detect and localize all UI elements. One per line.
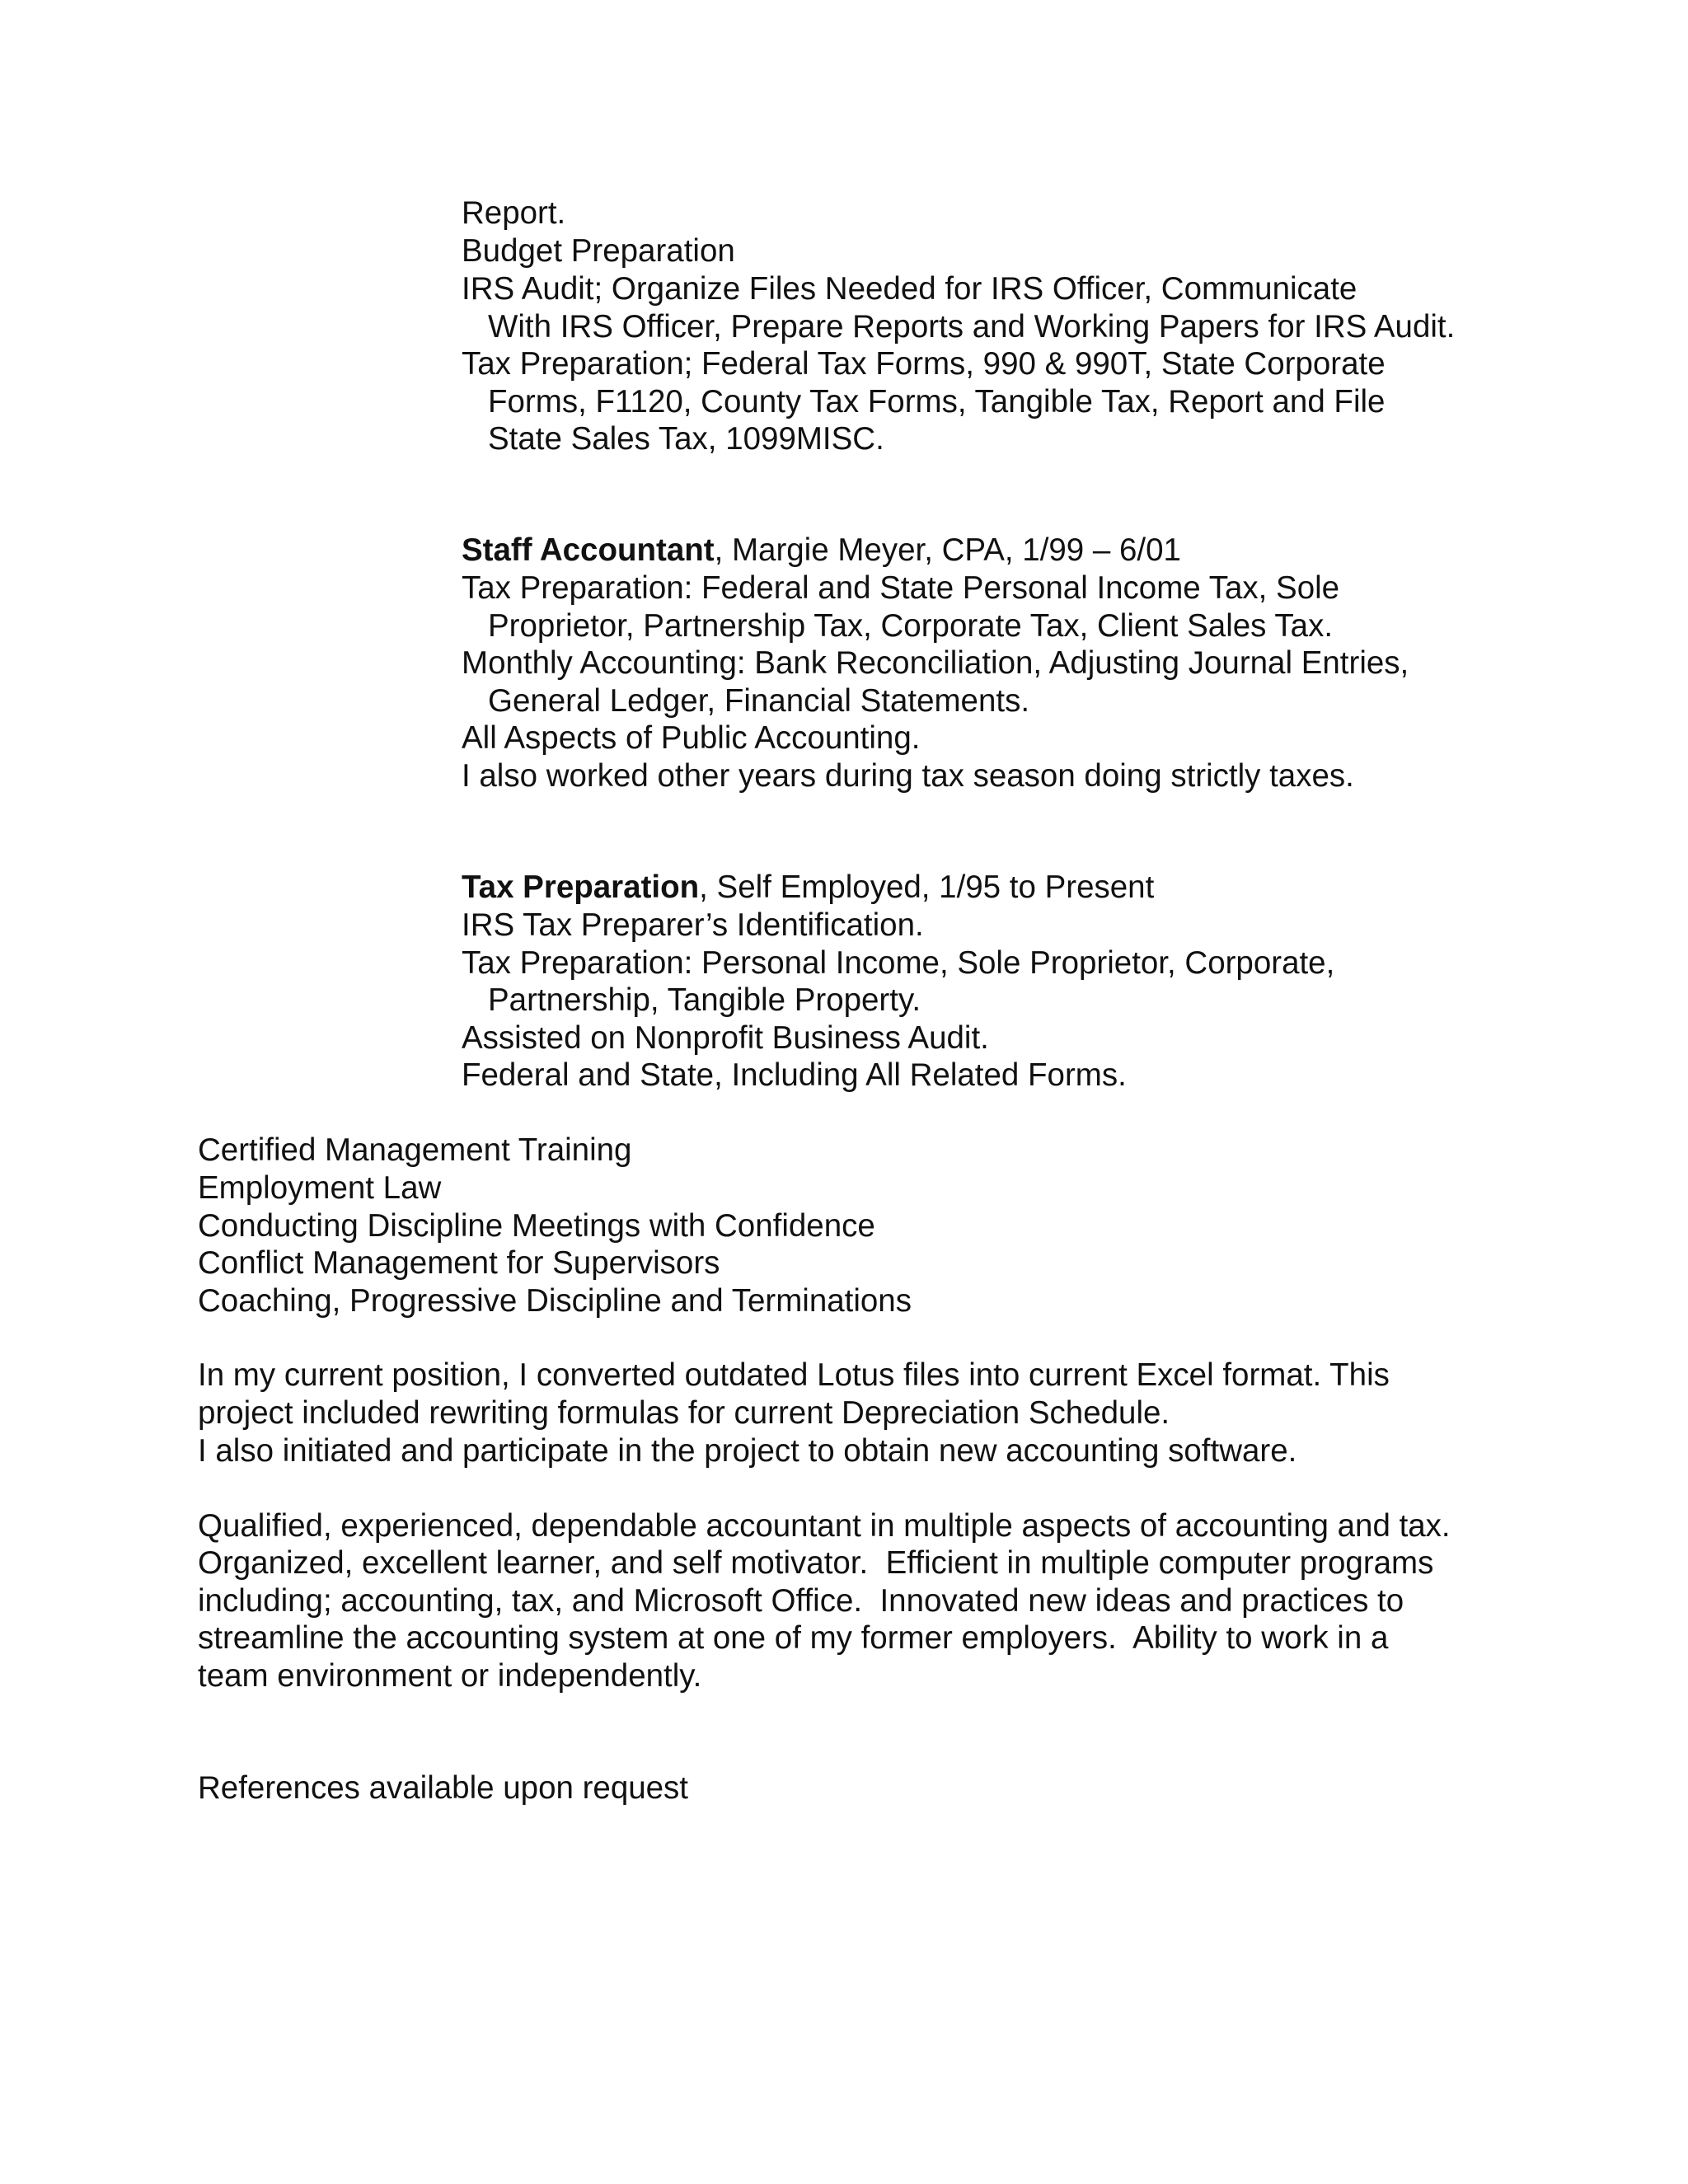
job-title: Tax Preparation <box>462 869 700 905</box>
duty-line: Partnership, Tangible Property. <box>488 982 921 1018</box>
duty-line: General Ledger, Financial Statements. <box>488 683 1030 719</box>
summary-line: team environment or independently. <box>198 1658 702 1694</box>
duty-line: Proprietor, Partnership Tax, Corporate Tax, Client Sales Tax. <box>488 608 1334 644</box>
summary-line: Organized, excellent learner, and self motivator. Efficient in multiple computer programs <box>198 1545 1434 1581</box>
training-item: Certified Management Training <box>198 1132 632 1168</box>
projects-line: I also initiated and participate in the project to obtain new accounting software. <box>198 1433 1297 1469</box>
references-note: References available upon request <box>198 1770 689 1806</box>
duty-line: Tax Preparation: Personal Income, Sole Proprietor, Corporate, <box>462 945 1335 981</box>
duty-line: With IRS Officer, Prepare Reports and Working Papers for IRS Audit. <box>488 309 1456 344</box>
duty-line: Federal and State, Including All Related Forms. <box>462 1057 1127 1093</box>
job-title: Staff Accountant <box>462 532 715 568</box>
duty-line: Tax Preparation; Federal Tax Forms, 990 & 990T, State Corporate <box>462 346 1386 382</box>
duty-line: All Aspects of Public Accounting. <box>462 720 921 756</box>
duty-line: Forms, F1120, County Tax Forms, Tangible Tax, Report and File <box>488 384 1386 419</box>
training-item: Conflict Management for Supervisors <box>198 1245 720 1281</box>
duty-line: Assisted on Nonprofit Business Audit. <box>462 1020 989 1056</box>
duty-line: Report. <box>462 195 566 231</box>
duty-line: Budget Preparation <box>462 233 735 269</box>
duty-line: Tax Preparation: Federal and State Personal Income Tax, Sole <box>462 570 1340 606</box>
training-item: Conducting Discipline Meetings with Confidence <box>198 1208 875 1244</box>
duty-line: IRS Tax Preparer’s Identification. <box>462 907 924 943</box>
duty-line: IRS Audit; Organize Files Needed for IRS Officer, Communicate <box>462 271 1357 307</box>
job-heading-tax-preparation <box>462 869 1154 907</box>
summary-line: streamline the accounting system at one of my former employers. Ability to work in a <box>198 1620 1389 1656</box>
training-item: Coaching, Progressive Discipline and Terminations <box>198 1283 912 1319</box>
projects-line: project included rewriting formulas for current Depreciation Schedule. <box>198 1395 1170 1431</box>
training-item: Employment Law <box>198 1170 442 1206</box>
job-details: , Margie Meyer, CPA, 1/99 – 6/01 <box>714 532 1181 568</box>
duty-line: State Sales Tax, 1099MISC. <box>488 421 884 457</box>
job-heading-staff-accountant <box>462 532 1181 569</box>
summary-line: Qualified, experienced, dependable accountant in multiple aspects of accounting and tax. <box>198 1508 1451 1544</box>
duty-line: Monthly Accounting: Bank Reconciliation, Adjusting Journal Entries, <box>462 645 1409 681</box>
projects-line: In my current position, I converted outdated Lotus files into current Excel format. This <box>198 1357 1390 1393</box>
duty-line: I also worked other years during tax season doing strictly taxes. <box>462 758 1354 794</box>
job-details: , Self Employed, 1/95 to Present <box>699 869 1155 905</box>
summary-line: including; accounting, tax, and Microsoft Office. Innovated new ideas and practices to <box>198 1583 1404 1619</box>
